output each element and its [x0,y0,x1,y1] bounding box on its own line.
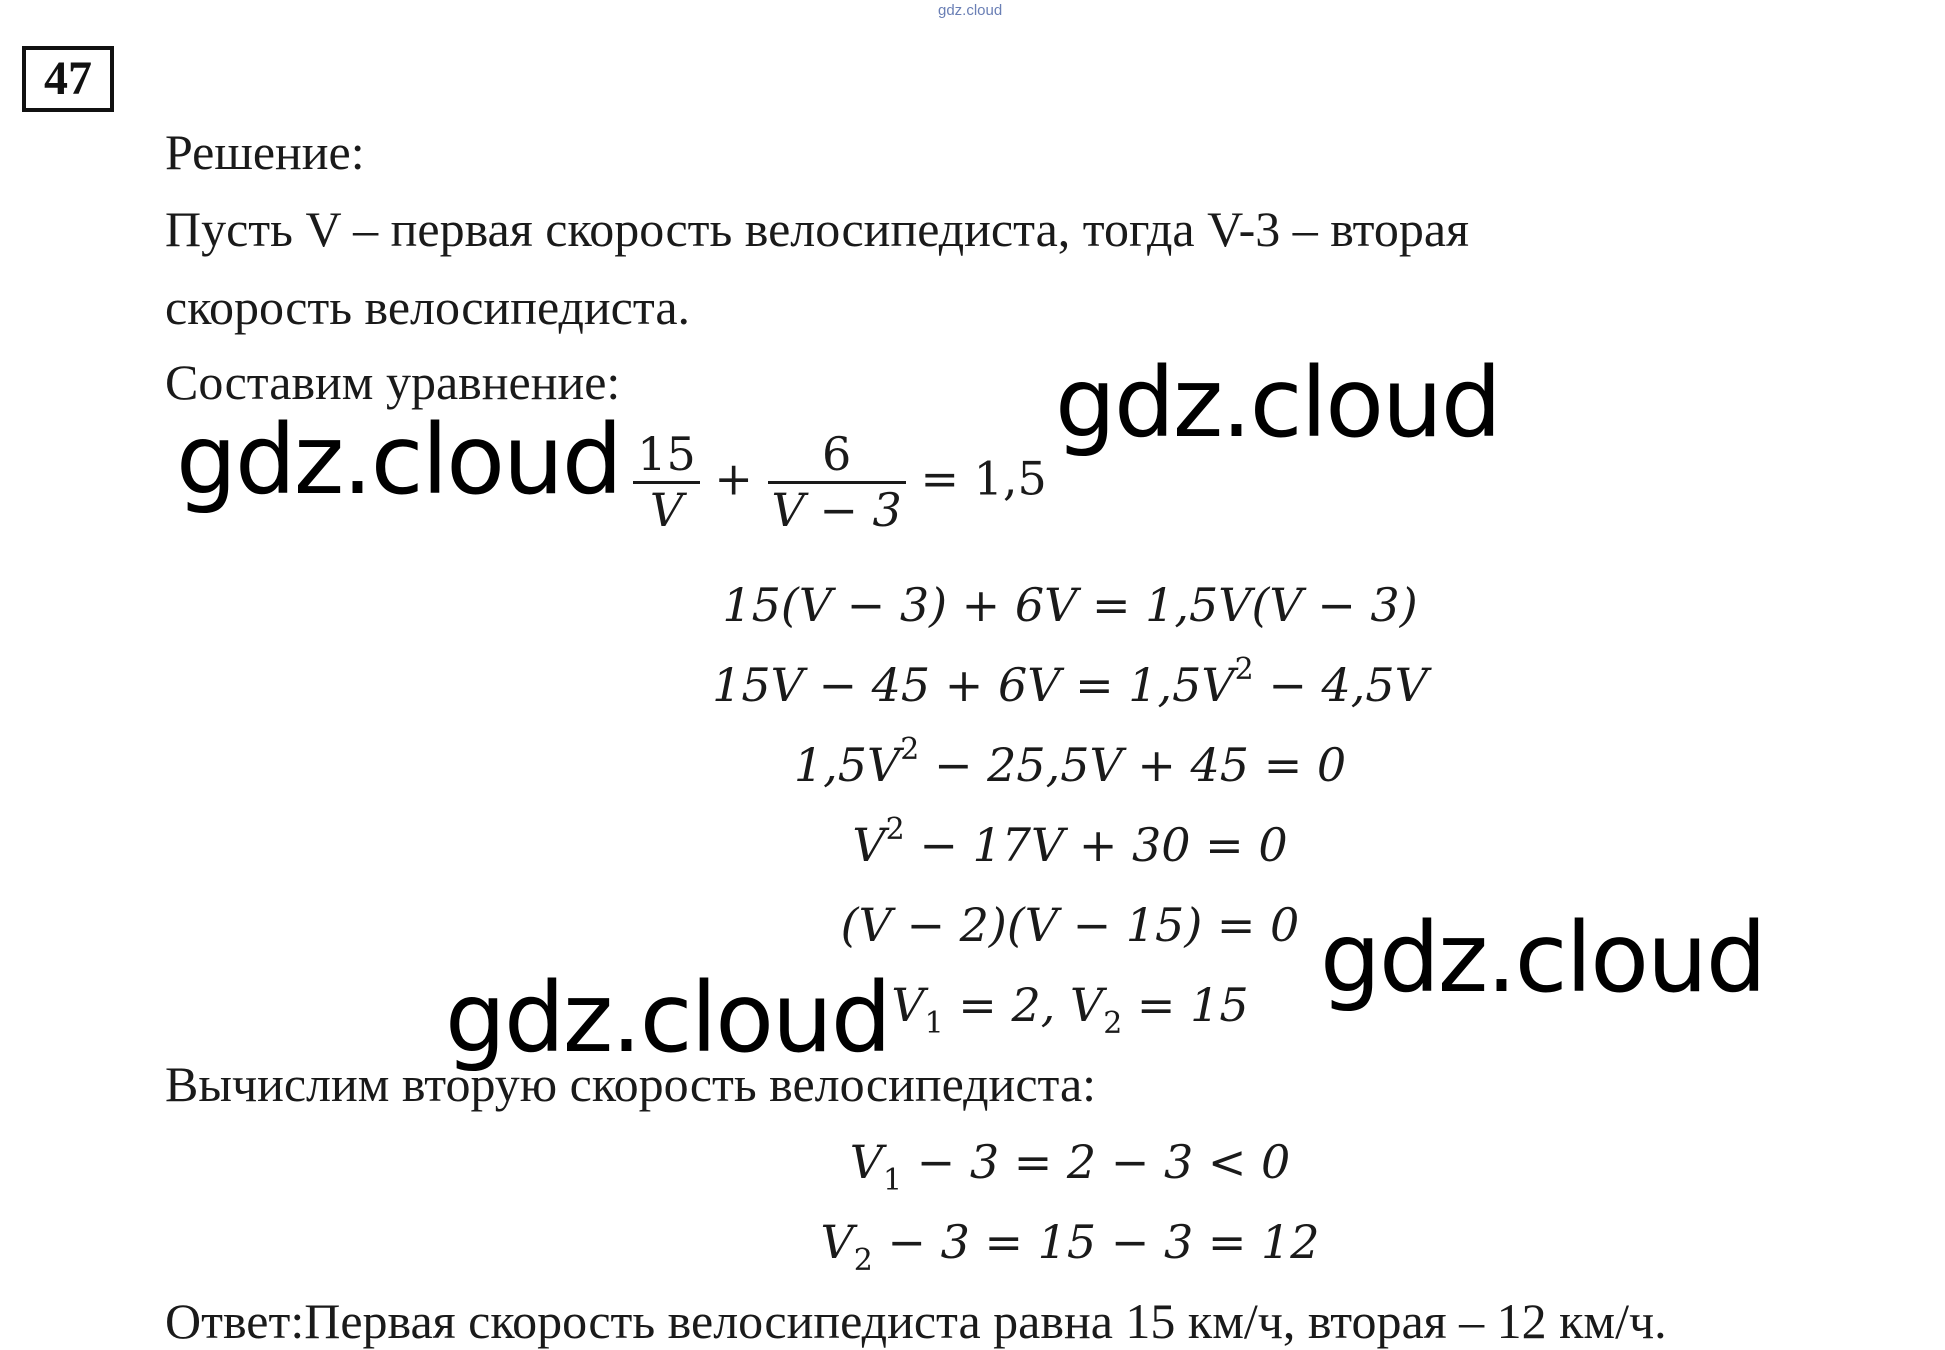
step-6-roots: $V_1 = 2$, $V_2 = 15$ [891,978,1249,1041]
step-3: $1,5V^2 - 25,5V + 45 = 0$ [793,732,1347,792]
plus-sign: + [714,451,753,506]
problem-number-box [22,46,114,112]
solution-heading: Решение: [165,124,365,180]
intro-line-1: Пусть V – первая скорость велосипедиста, тогда V-3 – вторая [165,201,1470,257]
fraction-numerator-2: 6 [768,428,906,484]
top-watermark: gdz.cloud [938,2,1003,19]
compute-v1: $V_1 - 3 = 2 - 3 < 0$ [849,1135,1291,1198]
watermark-1: gdz.cloud [1055,347,1500,459]
answer-line: Ответ:Первая скорость велосипедиста равна 15 км/ч, вторая – 12 км/ч. [165,1293,1667,1349]
fraction-denominator-2: V − 3 [771,482,902,537]
equation-heading: Составим уравнение: [165,354,621,410]
intro-line-2: скорость велосипедиста. [165,279,691,335]
watermark-4: gdz.cloud [445,962,890,1074]
step-5: (V − 2)(V − 15) = 0 [840,898,1300,952]
problem-number: 47 [44,52,92,105]
fraction-15-over-v [633,428,700,537]
step-2: $15V - 45 + 6V = 1,5V^2 - 4,5V$ [712,652,1428,712]
step-4: $V^2 - 17V + 30 = 0$ [852,812,1288,872]
watermark-3: gdz.cloud [1320,902,1765,1014]
step-1: 15(V − 3) + 6V = 1,5V(V − 3) [722,578,1418,632]
compute-v2: $V_2 - 3 = 15 - 3 = 12$ [820,1215,1320,1278]
compute-heading: Вычислим вторую скорость велосипедиста: [165,1056,1097,1112]
fraction-denominator-1: V [649,482,684,537]
fraction-numerator-1: 15 [633,428,700,484]
watermark-2: gdz.cloud [176,404,621,516]
equation-rhs: = 1,5 [920,451,1047,506]
fraction-6-over-v-minus-3 [768,428,906,537]
